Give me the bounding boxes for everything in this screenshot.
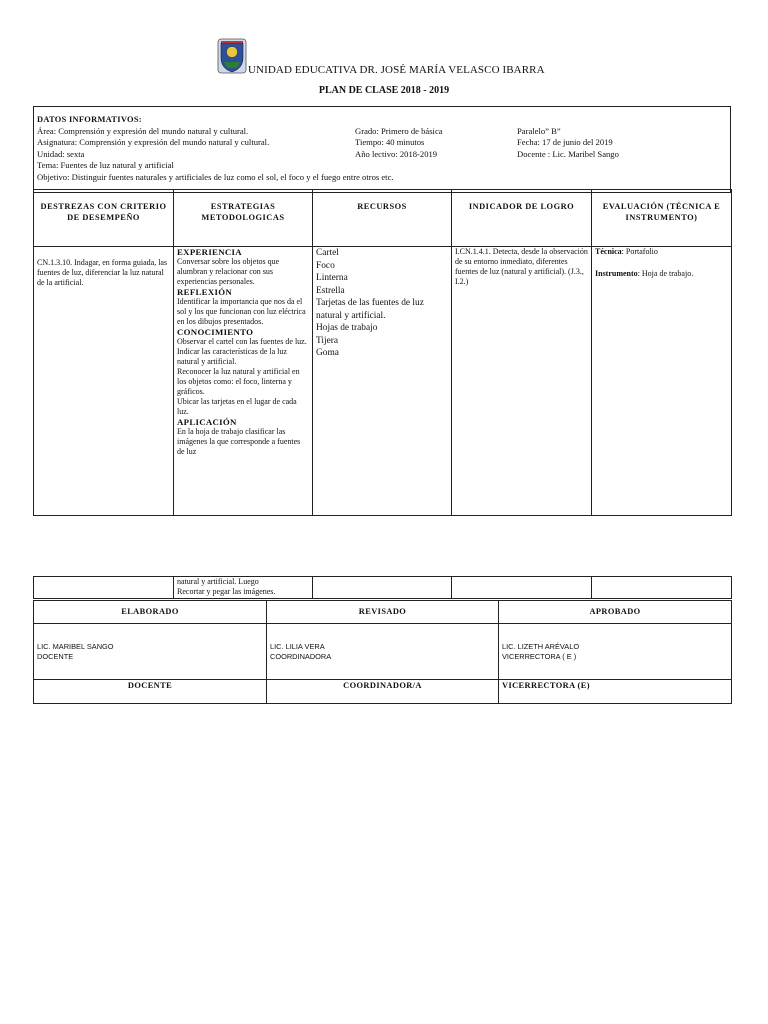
recurso-item: Estrella <box>316 285 345 296</box>
continuation-line: natural y artificial. Luego <box>177 577 259 586</box>
info-table <box>33 106 731 193</box>
continuation-empty-cell <box>452 577 592 599</box>
signer-name: LIC. LILIA VERA <box>270 641 325 651</box>
objetivo-text: Objetivo: Distinguir fuentes naturales y artificiales de luz como el sol, el foco y el fuego entre otros etc. <box>37 171 394 182</box>
recurso-item: Hojas de trabajo <box>316 323 378 333</box>
conocimiento-line: Indicar las características de la luz natural y artificial. <box>177 347 287 366</box>
school-crest-logo-icon <box>217 38 247 74</box>
recurso-item: Tijera <box>316 335 339 346</box>
info-row-3 <box>37 149 727 161</box>
signer-role: DOCENTE <box>37 651 74 661</box>
aprobado-label: APROBADO <box>499 601 732 624</box>
paralelo-text: Paralelo” B” <box>517 125 561 136</box>
indicador-cell <box>452 247 592 516</box>
school-name: UNIDAD EDUCATIVA DR. JOSÉ MARÍA VELASCO IBARRA <box>248 64 545 76</box>
instrumento-line <box>595 269 728 279</box>
continuation-row <box>34 577 732 599</box>
destreza-text: CN.1.3.10. Indagar, en forma guiada, las fuentes de luz, diferenciar la luz natural de la artificial. <box>37 258 168 287</box>
info-row-1 <box>37 126 727 138</box>
signer-name: LIC. LIZETH ARÉVALO <box>502 641 580 651</box>
indicador-text: I.CN.1.4.1. Detecta, desde la observación de su entorno inmediato, diferentes fuentes de luz (natural y artificial). (J.3., I.2.) <box>455 247 588 286</box>
header-indicador: INDICADOR DE LOGRO <box>452 190 592 247</box>
conocimiento-line: Ubicar las tarjetas en el lugar de cada luz. <box>177 397 297 416</box>
docente-text: Docente : Lic. Maribel Sango <box>517 148 619 159</box>
footer-coordinador: COORDINADOR/A <box>267 680 499 704</box>
recurso-item: Goma <box>316 348 339 358</box>
fecha-text: Fecha: 17 de junio del 2019 <box>517 137 613 147</box>
continuation-estrategias-cell <box>174 577 313 599</box>
elaborado-label: ELABORADO <box>34 601 267 624</box>
tecnica-label: Técnica <box>595 247 622 256</box>
plan-table-row <box>34 247 732 516</box>
conocimiento-line: Observar el cartel con las fuentes de luz. <box>177 337 307 346</box>
tecnica-value: : Portafolio <box>621 247 658 256</box>
plan-table <box>33 189 732 516</box>
area-text: Área: Comprensión y expresión del mundo natural y cultural. <box>37 125 249 136</box>
experiencia-text: Conversar sobre los objetos que alumbran y relacionar con sus experiencias personales. <box>177 257 280 286</box>
info-cell <box>34 107 731 193</box>
recurso-item: Cartel <box>316 248 339 258</box>
tema-text: Tema: Fuentes de luz natural y artificial <box>37 160 174 170</box>
signer-role: VICERRECTORA ( E ) <box>502 651 577 661</box>
continuation-line: Recortar y pegar las imágenes. <box>177 587 276 596</box>
instrumento-value: : Hoja de trabajo. <box>637 269 694 278</box>
destreza-cell <box>34 247 174 516</box>
signature-coordinadora <box>267 624 499 680</box>
footer-vicerrectora: VICERRECTORA (E) <box>499 680 732 704</box>
continuation-empty-cell <box>313 577 452 599</box>
recursos-cell <box>313 247 452 516</box>
recurso-item: Linterna <box>316 273 348 283</box>
revisado-label: REVISADO <box>267 601 499 624</box>
plan-title: PLAN DE CLASE 2018 - 2019 <box>318 85 450 96</box>
unidad-text: Unidad: sexta <box>37 148 85 159</box>
signatures-table <box>33 600 732 704</box>
signatures-names-row <box>34 624 732 680</box>
info-row-2 <box>37 137 727 149</box>
estrategias-cell <box>174 247 313 516</box>
recurso-item: Tarjetas de las fuentes de luz natural y artificial. <box>316 298 424 321</box>
signatures-footer-row <box>34 680 732 704</box>
signer-role: COORDINADORA <box>270 651 332 661</box>
reflexion-title: REFLEXIÓN <box>177 287 233 297</box>
aplicacion-text: En la hoja de trabajo clasificar las imágenes la que corresponde a fuentes de luz <box>177 427 301 456</box>
signatures-header-row <box>34 601 732 624</box>
instrumento-label: Instrumento <box>595 269 638 278</box>
header-evaluacion: EVALUACIÓN (TÉCNICA E INSTRUMENTO) <box>592 190 732 247</box>
anio-text: Año lectivo: 2018-2019 <box>355 148 438 159</box>
aplicacion-title: APLICACIÓN <box>177 417 237 427</box>
continuation-empty-cell <box>34 577 174 599</box>
evaluacion-cell <box>592 247 732 516</box>
signature-docente <box>34 624 267 680</box>
asignatura-text: Asignatura: Comprensión y expresión del mundo natural y cultural. <box>37 137 270 147</box>
header-destrezas: DESTREZAS CON CRITERIO DE DESEMPEÑO <box>34 190 174 247</box>
conocimiento-title: CONOCIMIENTO <box>177 327 254 337</box>
header-estrategias: ESTRATEGIAS METODOLOGICAS <box>174 190 313 247</box>
header-recursos: RECURSOS <box>313 190 452 247</box>
signature-vicerrectora <box>499 624 732 680</box>
reflexion-text: Identificar la importancia que nos da el sol y los que funcionan con luz eléctrica en los dibujos presentados. <box>177 297 306 326</box>
tiempo-text: Tiempo: 40 minutos <box>355 137 425 147</box>
footer-docente: DOCENTE <box>34 680 267 704</box>
conocimiento-line: Reconocer la luz natural y artificial en los objetos como: el foco, linterna y gráficos. <box>177 367 300 396</box>
tecnica-line <box>595 247 728 257</box>
recurso-item: Foco <box>316 260 335 271</box>
continuation-empty-cell <box>592 577 732 599</box>
plan-table-header <box>34 190 732 247</box>
signer-name: LIC. MARIBEL SANGO <box>37 641 114 651</box>
continuation-table <box>33 576 732 599</box>
experiencia-title: EXPERIENCIA <box>177 247 242 257</box>
info-title: DATOS INFORMATIVOS: <box>37 115 142 124</box>
grado-text: Grado: Primero de básica <box>355 125 443 136</box>
